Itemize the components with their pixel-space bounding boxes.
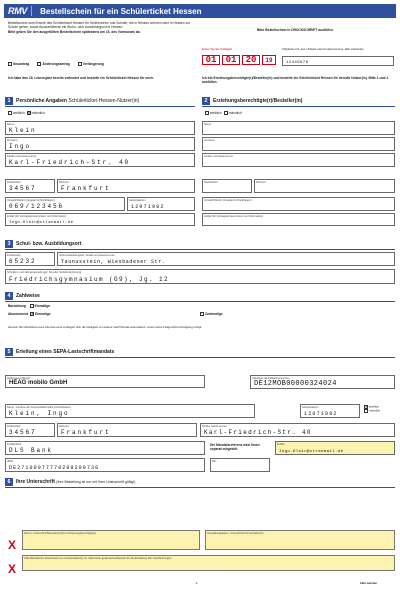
print-hint: Bitte Bestellschein in DRUCKSCHRIFT ausfüllen. — [257, 28, 334, 32]
guardian-note: Ich bin Erziehungsberechtigte(r)/Besteller(in) und bestelle ein Schülerticket Hessen für den/die Nutzer(in). Bitte 1 und 2 ausfüllen. — [202, 76, 389, 84]
s1-strasse-field[interactable]: Straße und Hausnummer Karl-Friedrich-Str. 40 — [5, 153, 195, 167]
signature-field-3[interactable]: Falls Besteller(in) abweichend von Kontoinhaber(in) ist, hafte beide gesamtschuldnerisch für die Einhaltung aller Verpflichtungen. — [22, 555, 395, 571]
s4-abo-row: Abonnement ✕ Einmalige — [8, 312, 51, 316]
s2-plz-field[interactable]: Postleitzahl — [202, 179, 252, 193]
chipkarte-field[interactable] — [282, 56, 394, 66]
section6-header: 6 Ihre Unterschrift (Ihre Bestellung ist nur mit Ihrer Unterschrift gültig!) — [5, 478, 135, 486]
start-day[interactable]: 01 — [202, 55, 220, 65]
s1-ort-field[interactable]: Wohnort Frankfurt — [57, 179, 195, 193]
intro-text — [8, 21, 198, 34]
s5-email-field[interactable]: E-Mail Ingo.Klein@stranmail.de — [275, 441, 395, 455]
s5-strasse-field[interactable]: Straße, Hausnummer Karl-Friedrich-Str. 40 — [200, 423, 395, 437]
s3-ort-field[interactable]: Schul-/Ausbildungsort, Straße und Hausnummer Taunusstein, Wiesbadener Str. — [57, 252, 395, 266]
s3-schule-field[interactable]: Schulform und Jahrgangsstufe (ggf. Stk oder Schulbezeichnung) Friedrichsgymnasium (G9), Jg. 12 — [5, 269, 395, 284]
s1-plz-field[interactable]: Postleitzahl 34567 — [5, 179, 55, 193]
start-month[interactable]: 01 — [222, 55, 240, 65]
s5-glaeubiger-id: Gläubiger-Identifikationsnummer DE12MOB00000324024 — [250, 375, 395, 389]
s5-glaeubiger-field: Zahlungsempfänger HEAG mobilo GmbH — [5, 375, 205, 388]
section3-header: 3 Schul- bzw. Ausbildungsort — [5, 240, 81, 248]
page-number: -1- — [195, 581, 199, 585]
s5-bank-field[interactable]: Kreditinstitut DLS Bank — [5, 441, 205, 455]
section1-header: 1 Persönliche Angaben Schülerticket-Hessen-Nutzer(in) — [5, 97, 139, 105]
start-year-prefix: 20 — [242, 55, 260, 65]
age-note: Ich habe das 18. Lebensjahr bereits vollendet und bestelle ein Schülerticket Hessen für mich. — [8, 76, 155, 80]
signature-field-2[interactable]: Ausstellungsdatum, Unterschrift Kontoinhaber(in) — [205, 530, 395, 550]
intro-bullet-1: Bestellschein zum Erwerb des Schülerticket Hessen für Schülerinnen und Schüler, die in Hessen wohnen oder in Hessen zur Schule gehen, sowie Auszubildende mit Wohn- oder Ausbildungsort in Hessen. — [8, 21, 191, 29]
intro-bullet-2: Bitte geben Sie den ausgefüllten Bestellschein spätestens am 15. des Vormonats ab. — [8, 30, 141, 34]
s5-geb-field[interactable]: Geburtsdatum 12071982 — [300, 404, 360, 418]
s2-vorname-field[interactable]: Vorname — [202, 137, 395, 151]
chipkarte-label: Chipkarten-Nr. des eTickets oder Kundennummer, falls vorhanden — [282, 47, 364, 51]
s5-mandat-label: Die Mandatsreferenz wird Ihnen separat mitgeteilt. — [210, 443, 260, 451]
s1-email-field[interactable]: E-Mail (für Vertragskorrespondenz und Information) Ingo.Klein@stranmail.de — [5, 213, 195, 226]
sign-here-marker-2: X — [8, 562, 17, 576]
section5-header: 5 Erteilung eines SEPA-Lastschriftmandats — [5, 348, 114, 356]
s5-kontoinhaber-field[interactable]: Name, Vorname der Kontoinhaberin/des Kontoinhabers Klein, Ingo — [5, 404, 255, 418]
form-header — [4, 4, 396, 18]
s1-vorname-field[interactable]: Vorname Ingo — [5, 137, 195, 151]
option-aenderung[interactable]: Änderungsantrag — [37, 62, 69, 66]
s5-ort-field[interactable]: Wohnort Frankfurt — [57, 423, 197, 437]
s3-plz-field[interactable]: Postleitzahl 65232 — [5, 252, 55, 266]
option-neuantrag[interactable]: Neuantrag — [8, 62, 29, 66]
s5-iban-field[interactable]: IBAN DE27100077770209299730 — [5, 458, 205, 472]
section1-gender: weiblich ✕ männlich — [8, 111, 45, 115]
s5-gender: ✕weiblich männlich — [364, 405, 380, 413]
start-date-label: Erster Tag der Gültigkeit — [202, 47, 232, 51]
request-type — [8, 62, 104, 66]
s2-tel-field[interactable]: Vorwahl/Telefon (Angabe für Rückfragen) — [202, 197, 395, 211]
option-verlaengerung[interactable]: Verlängerung — [78, 62, 104, 66]
s1-name-field[interactable]: Name Klein — [5, 121, 195, 135]
s2-ort-field[interactable]: Wohnort — [254, 179, 395, 193]
form-title: Bestellschein für ein Schülerticket Hessen — [40, 6, 202, 16]
s4-zweimalig[interactable]: Zweimalige — [200, 312, 223, 316]
s2-name-field[interactable]: Name — [202, 121, 395, 135]
rmv-logo: RMV — [4, 6, 32, 16]
chipkarte-value: 12345678 — [286, 61, 309, 65]
s5-plz-field[interactable]: Postleitzahl 34567 — [5, 423, 55, 437]
turn-over-hint: bitte wenden — [360, 581, 378, 585]
sign-here-marker-1: X — [8, 538, 17, 552]
s1-tel-field[interactable]: Vorwahl/Telefon (Angabe für Rückfragen) 069/123456 — [5, 197, 125, 211]
s4-hinweis: Hinweis: Bei Abschluss eines Abonnements verlängert sich die Gültigkeit um weitere zwölf Monate automatisch, sofern keine fristgerechte Kündigung erfolgt. — [8, 325, 203, 329]
s2-strasse-field[interactable]: Straße und Hausnummer — [202, 153, 395, 167]
s4-bar-row: Barzahlung Einmalige — [8, 304, 51, 308]
section4-header: 4 Zahlweise — [5, 292, 40, 300]
start-year-suffix[interactable]: 19 — [262, 55, 276, 65]
signature-field-1[interactable]: Datum, Unterschrift Besteller(in)/bzw. Erziehungsberechtigte(r) — [22, 530, 200, 550]
s1-geb-field[interactable]: Geburtsdatum 12071982 — [127, 197, 195, 211]
section2-gender: weiblich männlich — [205, 111, 242, 115]
section2-header: 2 Erziehungsberechtigte(r)/Besteller(in) — [202, 97, 302, 105]
s5-bic-field[interactable]: BIC — [210, 458, 270, 472]
s2-email-field[interactable]: E-Mail (für Vertragskorrespondenz und Information) — [202, 213, 395, 226]
